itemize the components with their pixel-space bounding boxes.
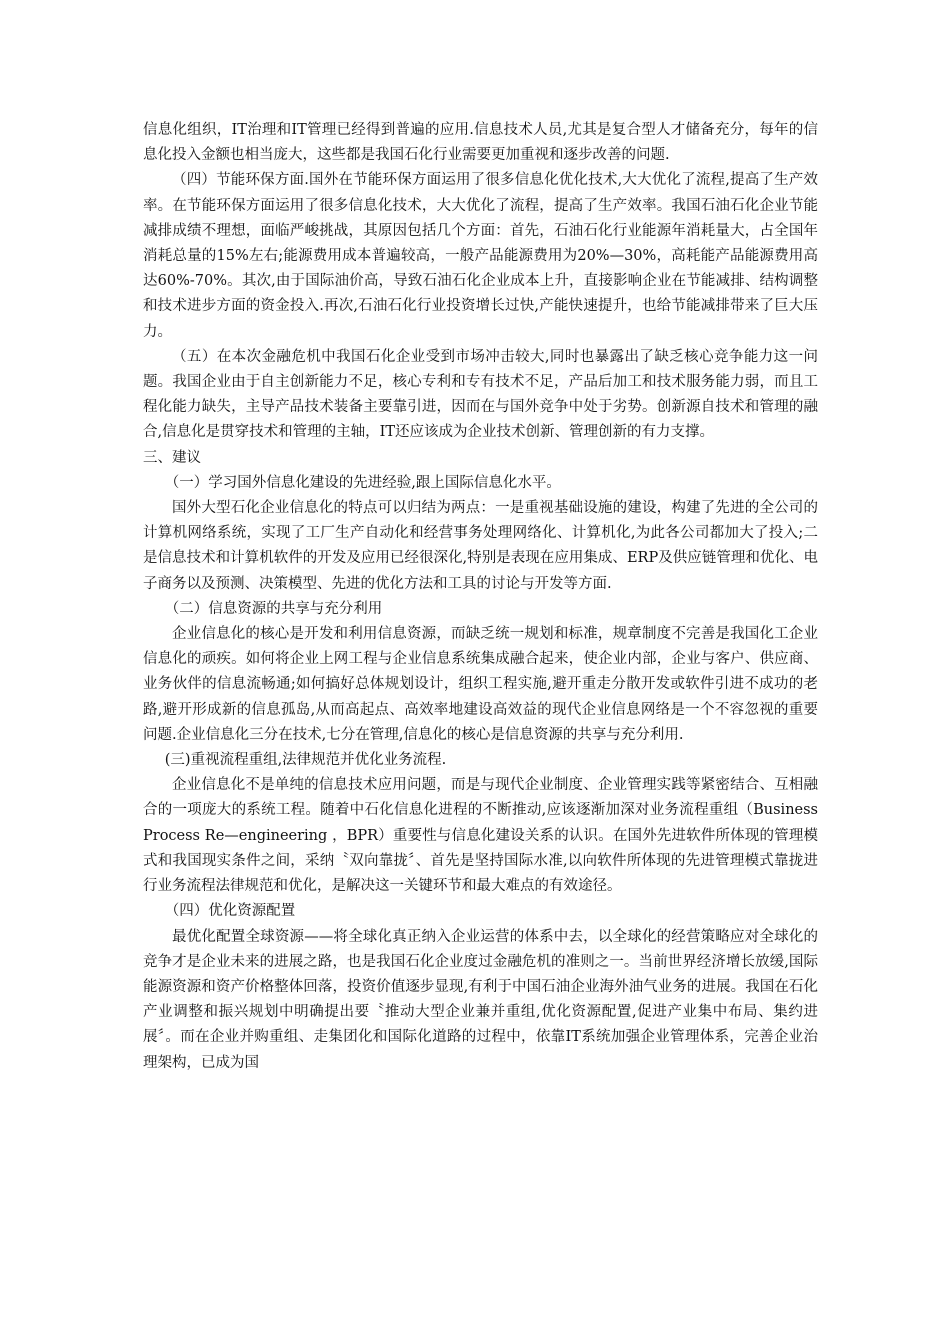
paragraph-energy-saving: （四）节能环保方面.国外在节能环保方面运用了很多信息化优化技术,大大优化了流程,提高了生产效率。在节能环保方面运用了很多信息化技术，大大优化了流程，提高了生产效率。我国石油石化企业节能减排成绩不理想，面临严峻挑战，其原因包括几个方面：首先，石油石化行业能源年消耗量大，占全国年消耗总量的15%左右;能源费用成本普遍较高，一般产品能源费用为20%—30%，高耗能产品能源费用高达60%-70%。其次,由于国际油价高，导致石油石化企业成本上升，直接影响企业在节能减排、结构调整和技术进步方面的资金投入.再次,石油石化行业投资增长过快,产能快速提升，也给节能减排带来了巨大压力。: [143, 172, 818, 340]
paragraph-financial-crisis: （五）在本次金融危机中我国石化企业受到市场冲击较大,同时也暴露出了缺乏核心竞争能力这一问题。我国企业由于自主创新能力不足，核心专利和专有技术不足，产品后加工和技术服务能力弱，而且工程化能力缺失，主导产品技术装备主要靠引进，因而在与国外竞争中处于劣势。创新源自技术和管理的融合,信息化是贯穿技术和管理的主轴，IT还应该成为企业技术创新、管理创新的有力支撑。: [143, 348, 818, 441]
subheading-resource-allocation: （四）优化资源配置: [164, 903, 296, 920]
paragraph-it-governance: 信息化组织，IT治理和IT管理已经得到普遍的应用.信息技术人员,尤其是复合型人才储备充分，每年的信息化投入金额也相当庞大，这些都是我国石化行业需要更加重视和逐步改善的问题.: [143, 122, 818, 164]
subheading-information-resources: （二）信息资源的共享与充分利用: [164, 600, 383, 617]
paragraph-information-core: 企业信息化的核心是开发和利用信息资源，而缺乏统一规划和标准，规章制度不完善是我国化工企业信息化的顽疾。如何将企业上网工程与企业信息系统集成融合起来，使企业内部，企业与客户、供应商、业务伙伴的信息流畅通;如何搞好总体规划设计，组织工程实施,避开重走分散开发或软件引进不成功的老路,避开形成新的信息孤岛,从而高起点、高效率地建设高效益的现代企业信息网络是一个不容忽视的重要问题.企业信息化三分在技术,七分在管理,信息化的核心是信息资源的共享与充分利用.: [143, 626, 818, 743]
subheading-process-reengineering: (三)重视流程重组,法律规范并优化业务流程.: [164, 752, 447, 769]
subheading-learn-abroad: （一）学习国外信息化建设的先进经验,跟上国际信息化水平。: [164, 474, 561, 491]
paragraph-bpr: 企业信息化不是单纯的信息技术应用问题，而是与现代企业制度、企业管理实践等紧密结合、互相融合的一项庞大的系统工程。随着中石化信息化进程的不断推动,应该逐渐加深对业务流程重组（Business Process Re—engineering ，BPR）重要性与信息化建设关系的认识。在国外先进软件所体现的管理模式和我国现实条件之间，采纳〝双向靠拢〞、首先是坚持国际水准,以向软件所体现的先进管理模式靠拢进行业务流程法律规范和优化，是解决这一关键环节和最大难点的有效途径。: [143, 777, 818, 895]
document-body: [143, 118, 818, 1076]
paragraph-foreign-enterprises: 国外大型石化企业信息化的特点可以归结为两点：一是重视基础设施的建设，构建了先进的全公司的计算机网络系统，实现了工厂生产自动化和经营事务处理网络化、计算机化,为此各公司都加大了投入;二是信息技术和计算机软件的开发及应用已经很深化,特别是表现在应用集成、ERP及供应链管理和优化、电子商务以及预测、决策模型、先进的优化方法和工具的讨论与开发等方面.: [143, 500, 818, 592]
section-heading-suggestions: 三、建议: [143, 449, 201, 466]
paragraph-global-resources: 最优化配置全球资源——将全球化真正纳入企业运营的体系中去，以全球化的经营策略应对全球化的竞争才是企业未来的进展之路，也是我国石化企业度过金融危机的准则之一。当前世界经济增长放缓,国际能源资源和资产价格整体回落，投资价值逐步显现,有利于中国石油企业海外油气业务的进展。我国在石化产业调整和振兴规划中明确提出要〝推动大型企业兼并重组,优化资源配置,促进产业集中布局、集约进展〞。而在企业并购重组、走集团化和国际化道路的过程中，依靠IT系统加强企业管理体系，完善企业治理架构，已成为国: [143, 928, 818, 1071]
